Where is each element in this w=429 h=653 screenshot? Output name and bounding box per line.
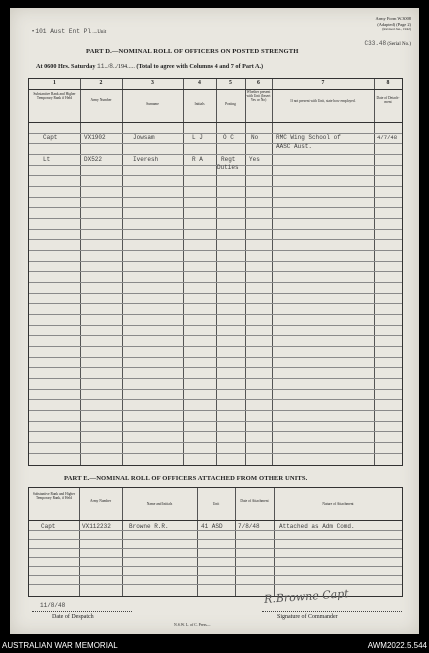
form-line-2: (Adapted) (Page 2) <box>377 21 411 27</box>
col-num-6: 6 <box>257 80 260 86</box>
despatch-underline <box>32 611 132 612</box>
at-text: At 0600 Hrs. Saturday <box>36 63 96 70</box>
col-header-detachment-date: Date of Detach-ment <box>376 96 400 104</box>
table-cell: Regt <box>221 156 236 163</box>
form-reference <box>376 16 412 31</box>
table-cell: Yes <box>249 156 260 163</box>
despatch-label: Date of Despatch <box>52 614 94 620</box>
e-col-header-rank: Substantive Rank and Higher Temporary Rank, if Held <box>32 492 76 500</box>
serial-number <box>365 40 411 47</box>
col-header-posting: Posting <box>225 102 236 106</box>
table-cell: DX522 <box>84 156 103 163</box>
table-cell: 41 ASD <box>201 523 223 530</box>
col-num-3: 3 <box>151 80 154 86</box>
unit-line: • 101 Aust Ent Pl ....Unit <box>32 28 107 35</box>
col-header-initials: Initials <box>194 102 205 106</box>
printer-line: N.S.W. L. of C. Press— <box>174 623 211 627</box>
date-month: 8 <box>109 63 114 70</box>
signature-underline <box>262 611 402 612</box>
despatch-date: 11/8/48 <box>40 602 66 609</box>
table-cell: VX1902 <box>84 134 106 141</box>
table-cell: Capt <box>43 134 58 141</box>
part-d-date-line: At 0600 Hrs. Saturday 11../8../194..... (Total to agree with Columns 4 and 7 of Part A.) <box>36 63 264 70</box>
archive-caption-bar <box>0 636 429 653</box>
table-cell: O C <box>223 134 234 141</box>
part-e-table <box>28 487 403 597</box>
date-day: 11 <box>97 63 105 70</box>
commander-signature: R.Browne Capt <box>263 587 350 606</box>
table-cell: Capt <box>41 523 56 530</box>
col-header-surname: Surname <box>146 102 159 106</box>
table-cell: RMC Wing School of <box>276 134 341 141</box>
table-cell: Lt <box>43 156 51 163</box>
table-cell: Duties <box>217 164 239 171</box>
table-cell: Attached as Adm Comd. <box>279 523 355 530</box>
table-cell: VX112232 <box>82 523 111 530</box>
table-cell: Jowsam <box>133 134 155 141</box>
form-line-1: Army Form W.3008 <box>375 16 411 21</box>
table-cell: 4/7/48 <box>377 134 398 141</box>
col-header-present: Whether present with Unit (Insert Yes or No) <box>246 90 271 102</box>
serial-label: (Serial No.) <box>387 42 411 47</box>
e-col-header-army-number: Army Number <box>89 499 112 503</box>
unit-value: 101 Aust Ent Pl <box>35 28 92 35</box>
col-header-rank: Substantive Rank and Higher Temporary Rank if Held <box>33 92 76 100</box>
col-num-1: 1 <box>53 80 56 86</box>
col-num-5: 5 <box>229 80 232 86</box>
table-cell: Browne R.R. <box>129 523 169 530</box>
date-year: 194 <box>117 63 128 70</box>
signature-label: Signature of Commander <box>277 614 338 620</box>
col-header-army-number: Army Number <box>90 98 112 102</box>
col-num-4: 4 <box>198 80 201 86</box>
table-cell: L J <box>192 134 203 141</box>
table-cell: AASC Aust. <box>276 143 313 150</box>
serial-value: C33.48 <box>364 40 387 47</box>
part-d-title: PART D.—NOMINAL ROLL OF OFFICERS ON POSTED STRENGTH <box>86 48 299 55</box>
accession-number: AWM2022.5.544 <box>367 641 427 650</box>
e-col-header-attach-date: Date of Attachment <box>240 499 269 503</box>
form-line-3: (Revised Jan., 1942) <box>382 27 411 31</box>
col-num-2: 2 <box>99 80 103 86</box>
table-cell: 7/8/48 <box>238 523 260 530</box>
e-col-header-name: Name and Initials <box>146 502 173 506</box>
col-header-employment: If not present with Unit, state how employed. <box>290 99 356 103</box>
unit-label: ....Unit <box>92 30 107 35</box>
table-cell: No <box>251 134 259 141</box>
col-num-8: 8 <box>386 80 390 86</box>
document-page <box>10 8 419 634</box>
e-col-header-unit: Unit <box>212 502 220 506</box>
col-num-7: 7 <box>321 80 325 86</box>
total-note: (Total to agree with Columns 4 and 7 of Part A.) <box>136 63 264 70</box>
part-e-title: PART E.—NOMINAL ROLL OF OFFICERS ATTACHED FROM OTHER UNITS. <box>64 475 308 482</box>
table-cell: R A <box>192 156 203 163</box>
part-d-table <box>28 78 403 466</box>
institution-name: AUSTRALIAN WAR MEMORIAL <box>2 641 118 650</box>
table-cell: Iveresh <box>133 156 159 163</box>
e-col-header-nature: Nature of Attachment <box>322 502 354 506</box>
